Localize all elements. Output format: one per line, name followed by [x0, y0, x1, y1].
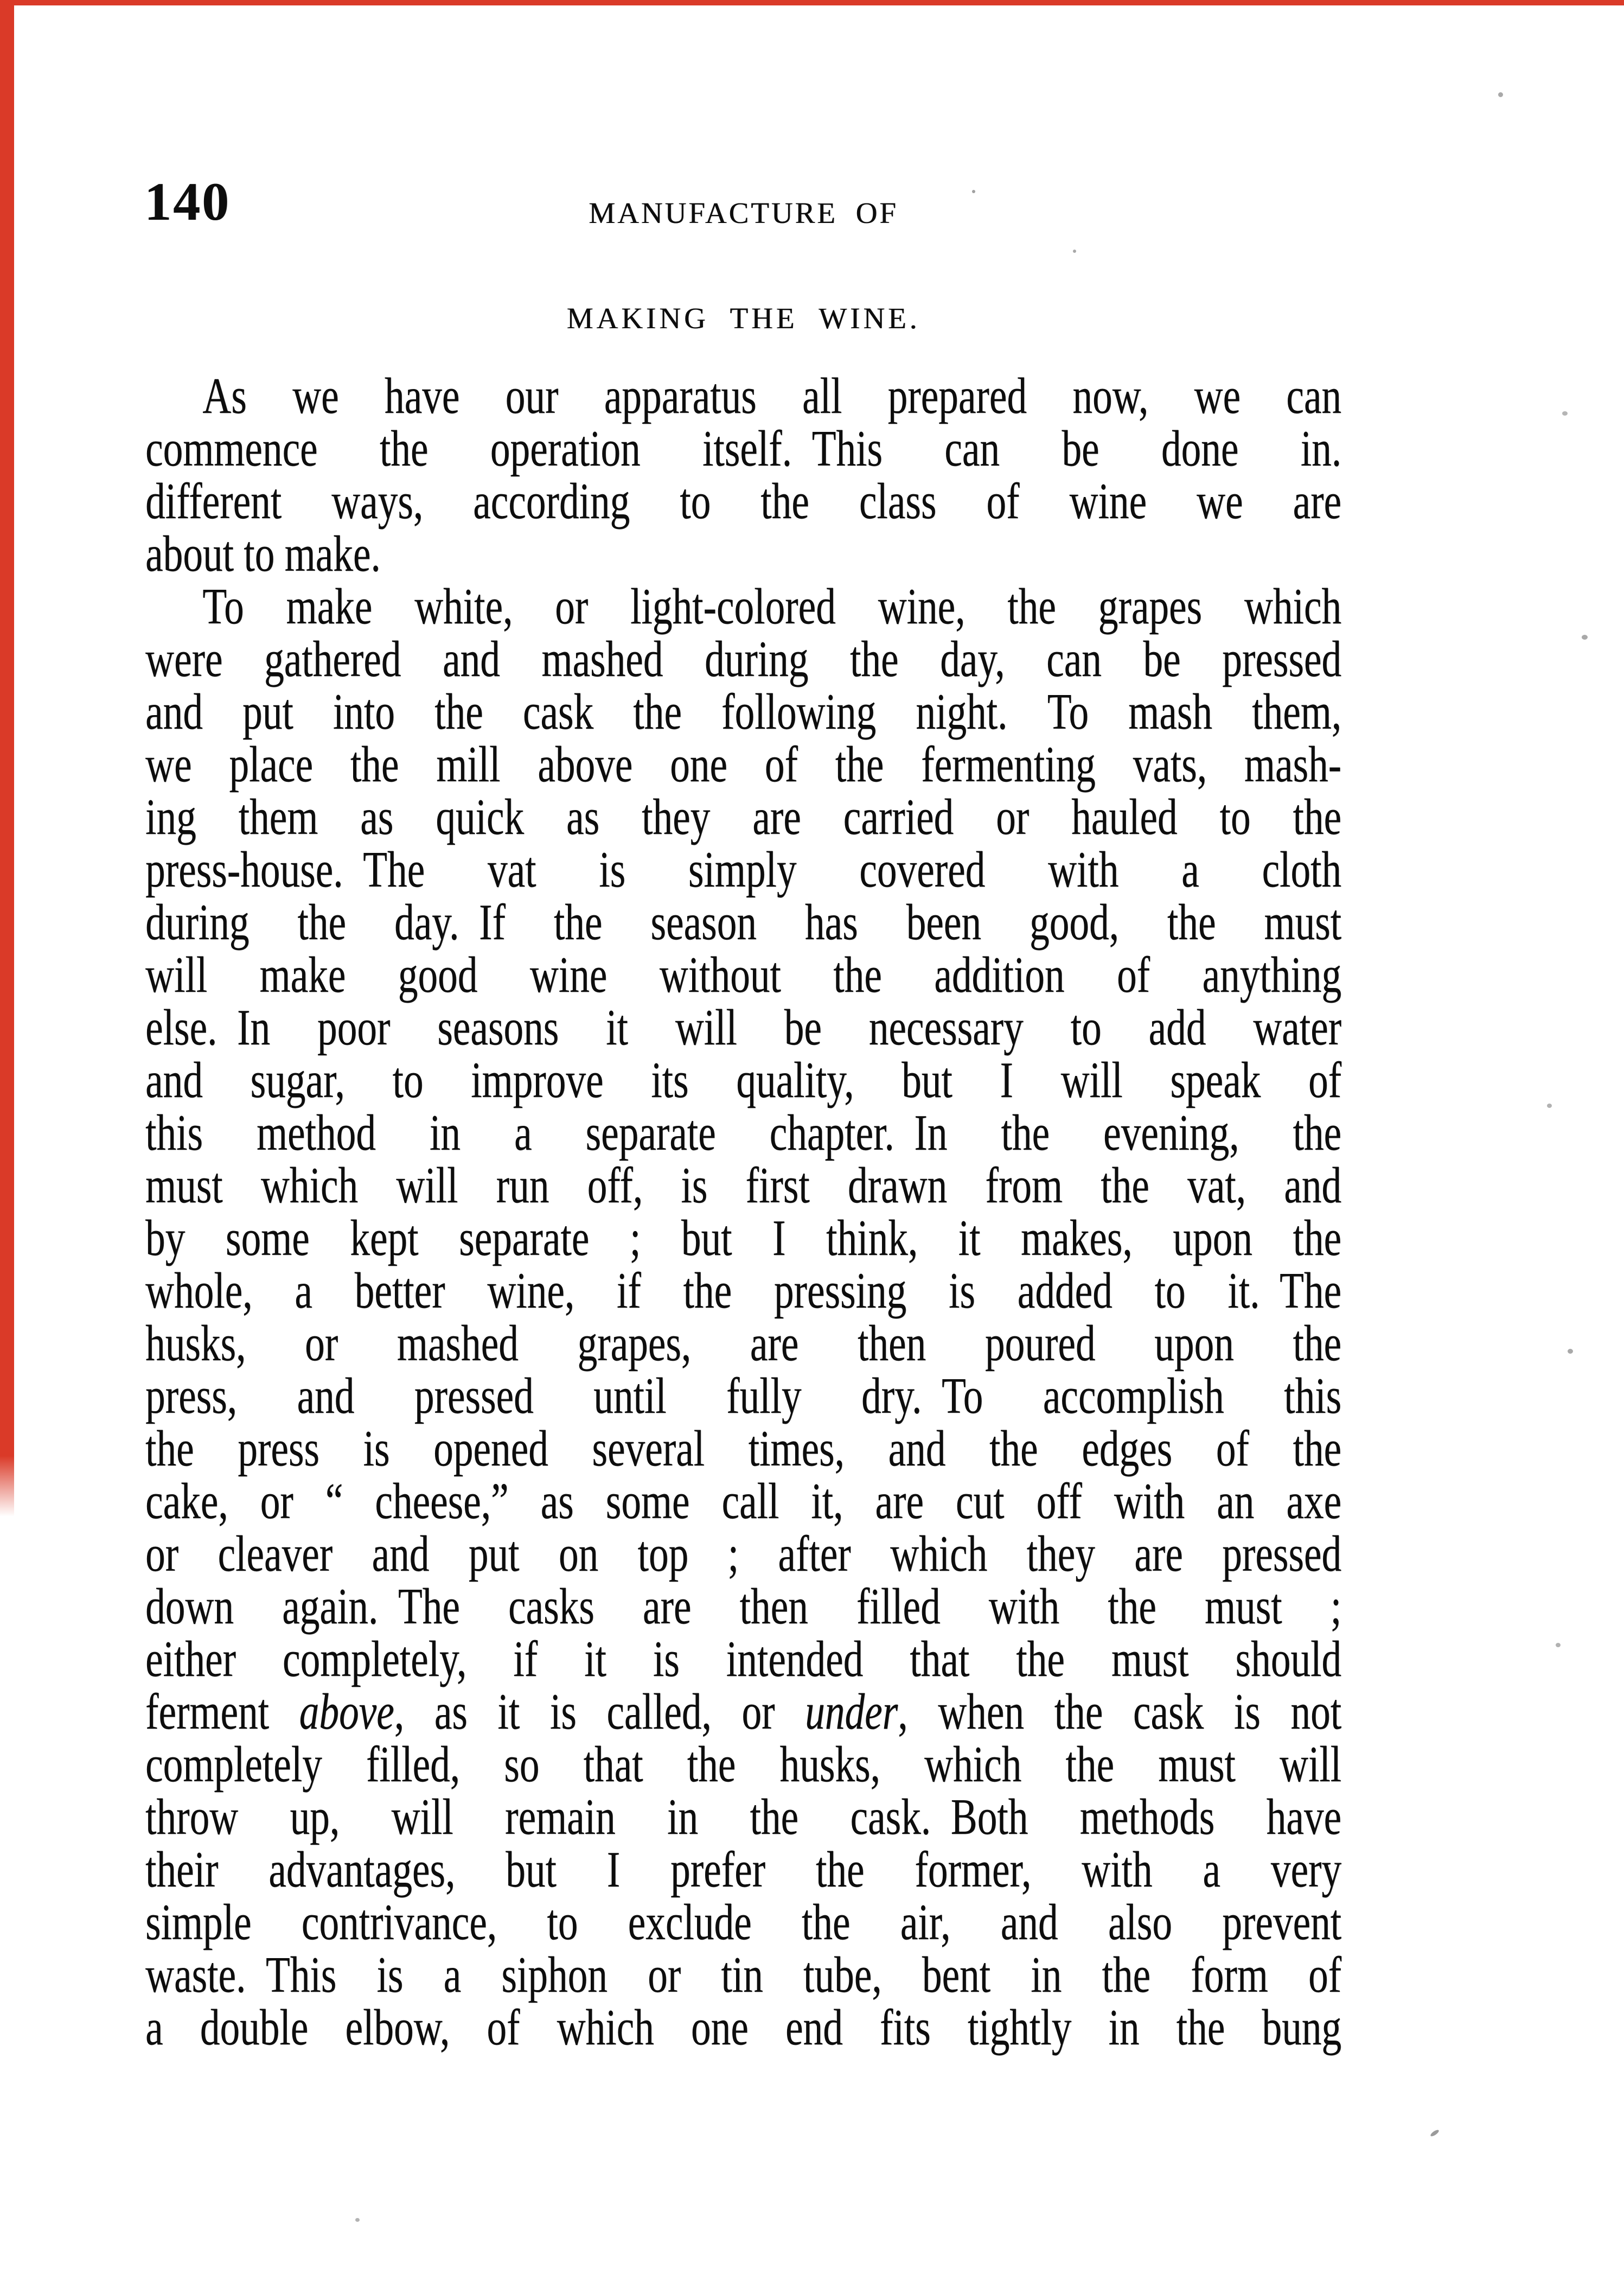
text-line: whole, a better wine, if the pressing is added to it. The: [145, 1263, 1342, 1319]
body-text: [145, 370, 1341, 2054]
text-line: either completely, if it is intended that the must should: [145, 1631, 1342, 1687]
text-line: throw up, will remain in the cask. Both methods have: [145, 1789, 1342, 1845]
scan-speck: [355, 2218, 360, 2222]
text-line: a double elbow, of which one end fits tightly in the bung: [145, 1999, 1342, 2056]
text-line: must which will run off, is first drawn from the vat, and: [145, 1157, 1342, 1214]
text-line: cake, or “ cheese,” as some call it, are cut off with an axe: [145, 1473, 1342, 1529]
scan-speck: [1547, 1104, 1552, 1108]
text-line: during the day. If the season has been good, the must: [145, 894, 1342, 951]
text-line: ing them as quick as they are carried or hauled to the: [145, 789, 1342, 845]
text-line: and put into the cask the following night. To mash them,: [145, 684, 1342, 740]
scan-speck: [1073, 250, 1076, 253]
section-heading: MAKING THE WINE.: [566, 302, 920, 335]
text-line: else. In poor seasons it will be necessary to add water: [145, 999, 1342, 1056]
scan-speck: [1582, 635, 1588, 640]
text-line: the press is opened several times, and the edges of the: [145, 1420, 1342, 1477]
text-line: down again. The casks are then filled with the must ;: [145, 1578, 1342, 1635]
text-line: we place the mill above one of the fermenting vats, mash-: [145, 736, 1342, 793]
running-header: MANUFACTURE OF: [589, 196, 898, 230]
text-line: were gathered and mashed during the day, can be pressed: [145, 631, 1342, 687]
page-number: 140: [144, 171, 231, 232]
text-line: husks, or mashed grapes, are then poured upon the: [145, 1315, 1342, 1372]
text-line: As we have our apparatus all prepared now, we can: [202, 368, 1342, 424]
text-line: this method in a separate chapter. In the evening, the: [145, 1105, 1342, 1161]
text-line: and sugar, to improve its quality, but I will speak of: [145, 1052, 1342, 1108]
text-line: press, and pressed until fully dry. To accomplish this: [145, 1368, 1342, 1424]
scan-speck: [1556, 1643, 1561, 1647]
text-line: simple contrivance, to exclude the air, and also prevent: [145, 1894, 1342, 1951]
text-line: completely filled, so that the husks, which the must will: [145, 1736, 1342, 1793]
text-line: will make good wine without the addition of anything: [145, 947, 1342, 1003]
text-line: commence the operation itself. This can be done in.: [145, 420, 1342, 477]
scan-speck: [1498, 92, 1503, 97]
text-line: their advantages, but I prefer the former, with a very: [145, 1841, 1342, 1898]
text-line: about to make.: [145, 526, 381, 582]
text-line: or cleaver and put on top ; after which they are pressed: [145, 1526, 1342, 1582]
text-line: by some kept separate ; but I think, it makes, upon the: [145, 1210, 1342, 1266]
red-left-edge-artifact: [0, 0, 14, 1516]
text-line: To make white, or light-colored wine, the grapes which: [202, 578, 1342, 635]
red-top-edge-artifact: [0, 0, 1624, 5]
text-line: press-house. The vat is simply covered with a cloth: [145, 842, 1342, 898]
scan-speck: [1430, 2128, 1440, 2137]
scan-speck: [1562, 411, 1568, 416]
text-line: different ways, according to the class of wine we are: [145, 473, 1342, 530]
scan-speck: [972, 190, 975, 193]
text-line: ferment above, as it is called, or under, when the cask is not: [145, 1684, 1342, 1740]
text-line: waste. This is a siphon or tin tube, bent in the form of: [145, 1947, 1342, 2003]
scan-speck: [1568, 1349, 1573, 1354]
